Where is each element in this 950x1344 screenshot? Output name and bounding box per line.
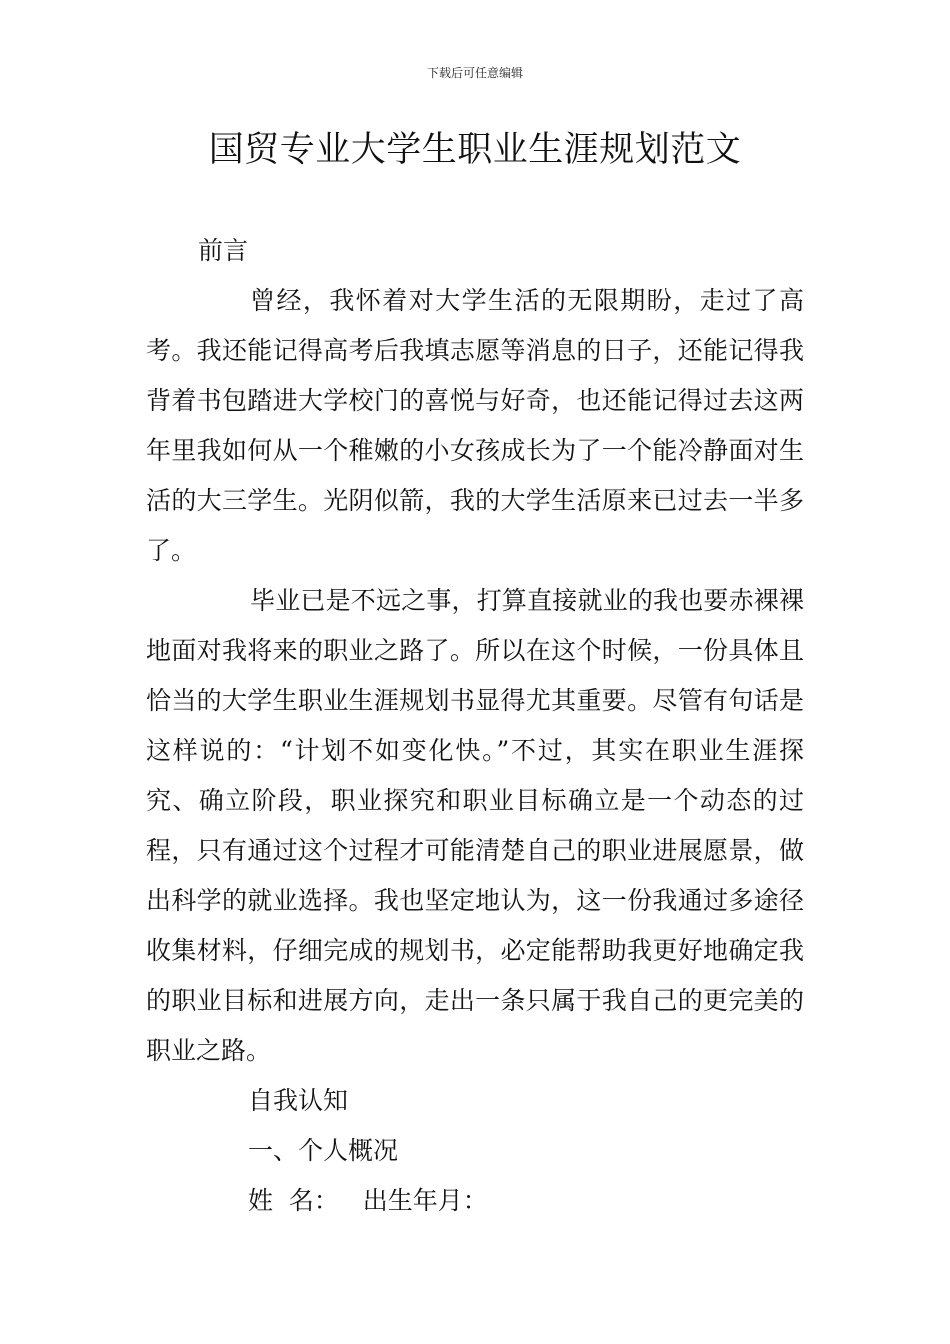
paragraph-intro: 曾经，我怀着对大学生活的无限期盼，走过了高考。我还能记得高考后我填志愿等消息的日子，还能记得我背着书包踏进大学校门的喜悦与好奇，也还能记得过去这两年里我如何从一个稚嫩的小女孩成长为了一个能冷静面对生活的大三学生。光阴似箭，我的大学生活原来已过去一半多了。 <box>146 286 804 565</box>
paragraph-graduation: 毕业已是不远之事，打算直接就业的我也要赤裸裸地面对我将来的职业之路了。所以在这个时候，一份具体且恰当的大学生职业生涯规划书显得尤其重要。尽管有句话是这样说的：“计划不如变化快。”不过，其实在职业生涯探究、确立阶段，职业探究和职业目标确立是一个动态的过程，只有通过这个过程才可能清楚自己的职业进展愿景，做出科学的就业选择。我也坚定地认为，这一份我通过多途径收集材料，仔细完成的规划书，必定能帮助我更好地确定我的职业目标和进展方向，走出一条只属于我自己的更完美的职业之路。 <box>146 586 804 1065</box>
self-cognition-heading: 自我认知 <box>248 1086 349 1115</box>
personal-info-form-line: 姓 名： 出生年月： <box>248 1186 488 1215</box>
preface-heading: 前言 <box>198 236 249 265</box>
document-title: 国贸专业大学生职业生涯规划范文 <box>208 130 742 170</box>
page-header-note: 下载后可任意编辑 <box>426 66 523 80</box>
personal-overview-heading: 一、个人概况 <box>248 1136 399 1165</box>
document-body <box>146 226 804 1226</box>
